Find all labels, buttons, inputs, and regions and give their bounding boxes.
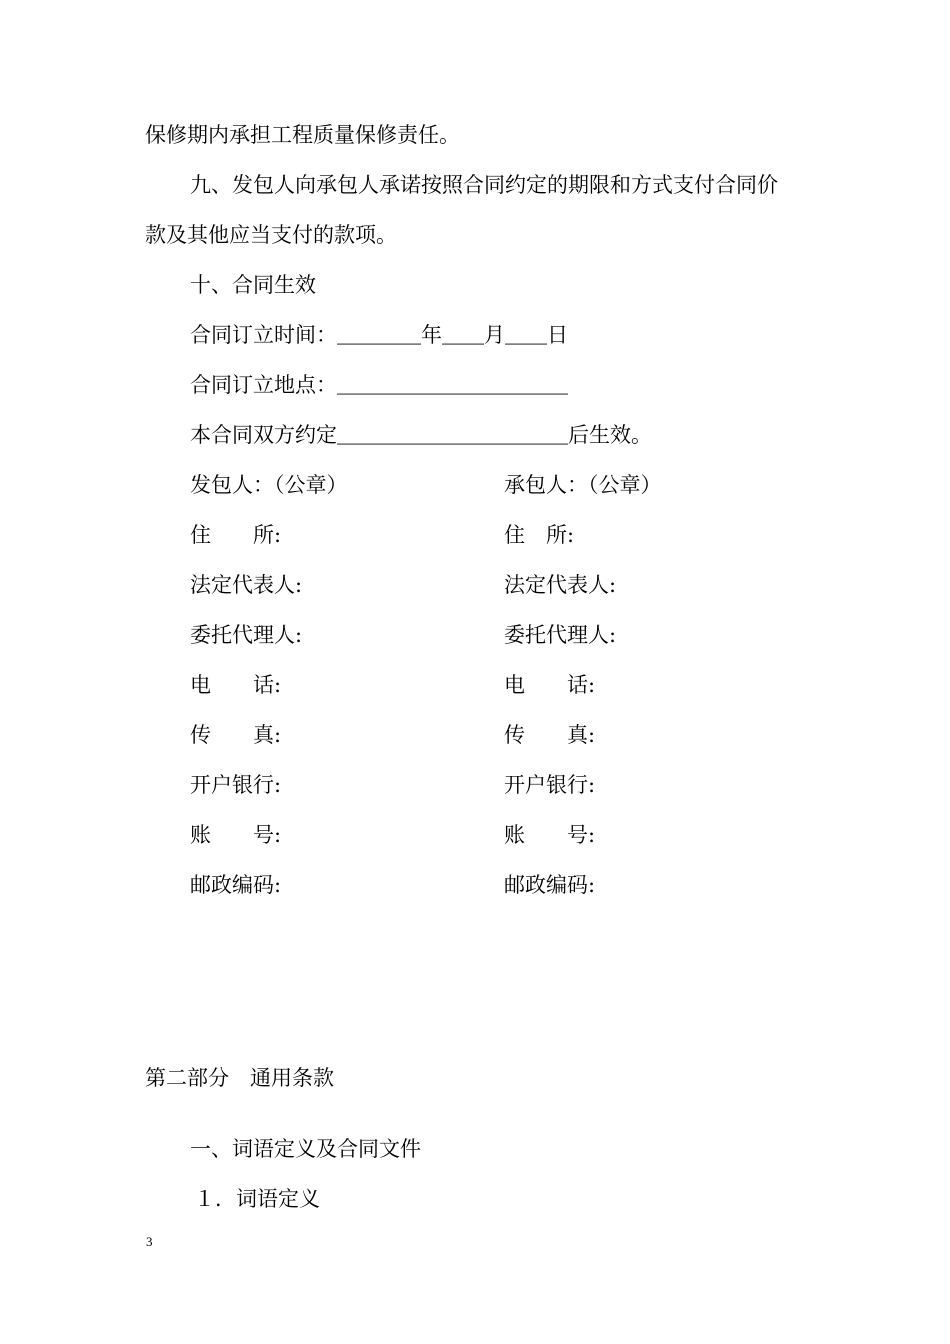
- employer-address-label: 住 所:: [190, 523, 282, 547]
- item-one-heading: １．词语定义: [194, 1187, 320, 1211]
- employer-agent-label: 委托代理人:: [190, 623, 303, 647]
- clause-nine-line-2: 款及其他应当支付的款项。: [145, 223, 397, 247]
- contractor-account-label: 账 号:: [504, 823, 596, 847]
- employer-legal-rep-label: 法定代表人:: [190, 573, 303, 597]
- sign-place-line: 合同订立地点：＿＿＿＿＿＿＿＿＿＿＿: [190, 373, 568, 397]
- sign-time-line: 合同订立时间：＿＿＿＿年＿＿月＿＿日: [190, 323, 568, 347]
- paragraph-line: 保修期内承担工程质量保修责任。: [145, 123, 460, 147]
- part-two-title: 第二部分 通用条款: [145, 1066, 334, 1090]
- employer-account-label: 账 号:: [190, 823, 282, 847]
- employer-bank-label: 开户银行:: [190, 773, 282, 797]
- contractor-legal-rep-label: 法定代表人:: [504, 573, 617, 597]
- contractor-bank-label: 开户银行:: [504, 773, 596, 797]
- clause-nine-line-1: 九、发包人向承包人承诺按照合同约定的期限和方式支付合同价: [190, 173, 778, 197]
- employer-party-label: 发包人：（公章）: [190, 473, 348, 497]
- clause-ten-heading: 十、合同生效: [190, 273, 316, 297]
- effective-condition-line: 本合同双方约定＿＿＿＿＿＿＿＿＿＿＿后生效。: [190, 423, 652, 447]
- contractor-address-label: 住 所:: [504, 523, 575, 547]
- contractor-phone-label: 电 话:: [504, 673, 596, 697]
- contractor-fax-label: 传 真:: [504, 723, 596, 747]
- employer-phone-label: 电 话:: [190, 673, 282, 697]
- contractor-postcode-label: 邮政编码:: [504, 873, 596, 897]
- contractor-agent-label: 委托代理人:: [504, 623, 617, 647]
- employer-fax-label: 传 真:: [190, 723, 282, 747]
- employer-postcode-label: 邮政编码:: [190, 873, 282, 897]
- contractor-party-label: 承包人：（公章）: [504, 473, 662, 497]
- page-number: 3: [146, 1234, 153, 1249]
- section-one-heading: 一、词语定义及合同文件: [190, 1137, 421, 1161]
